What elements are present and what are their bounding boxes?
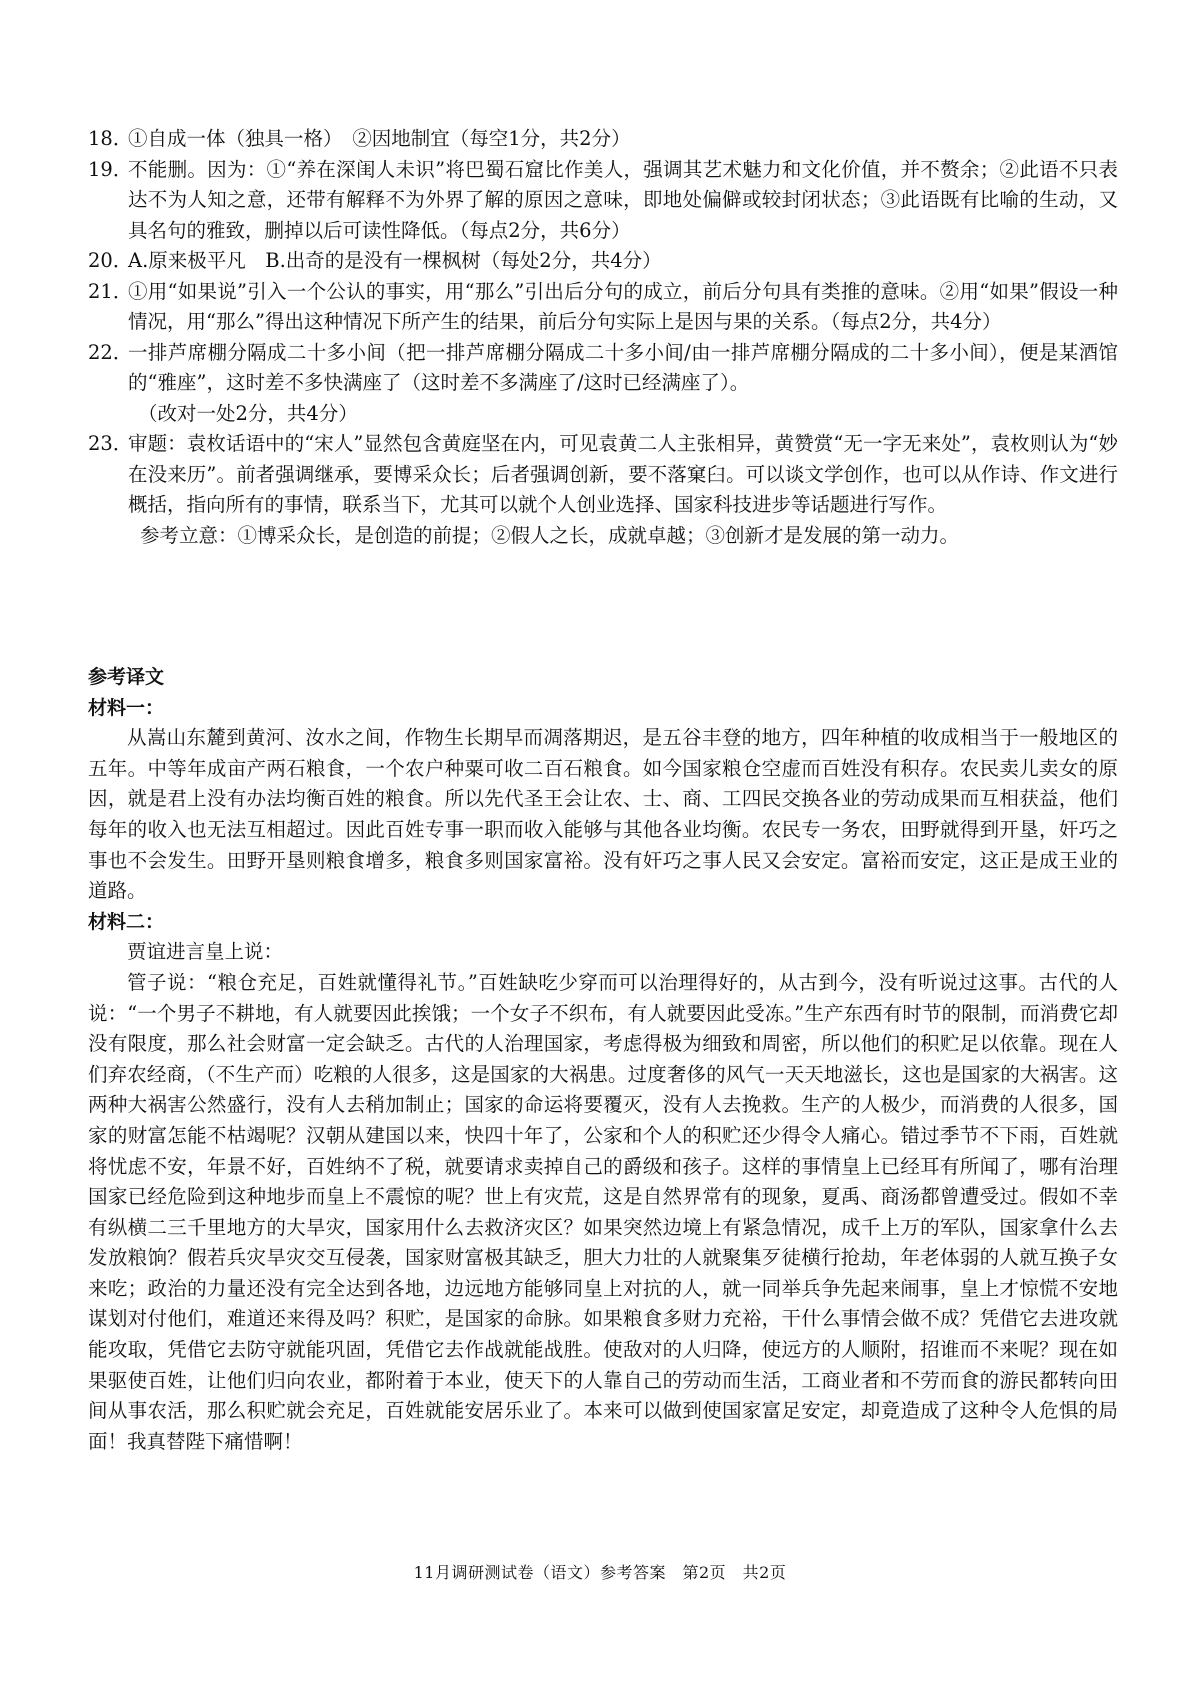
question-number: 19．: [88, 157, 133, 181]
question-number: 18．: [88, 127, 133, 150]
answer-text: 一排芦席棚分隔成二十多小间（把一排芦席棚分隔成二十多小间/由一排芦席棚分隔成的二十多小间），便是某酒馆的“雅座”，这时差不多快满座了（这时差不多满座了/这时已经满座了）。: [128, 340, 1118, 394]
page-footer: 11月调研测试卷（语文）参考答案 第2页 共2页: [413, 1563, 787, 1582]
answer-item-20: [88, 246, 1118, 277]
answers-section: [88, 124, 1118, 551]
reference-theme: 参考立意：①博采众长，是创造的前提；②假人之长，成就卓越；③创新才是发展的第一动力。: [140, 523, 960, 547]
question-number: 23．: [88, 432, 133, 455]
answer-item-21: [88, 277, 1118, 338]
answer-item-23: [88, 429, 1118, 551]
translation-heading: 参考译文: [88, 666, 165, 688]
question-number: 22．: [88, 340, 133, 364]
answer-item-22: [88, 338, 1118, 430]
answer-text: ①自成一体（独具一格） ②因地制宜（每空1分，共2分）: [128, 127, 631, 150]
answer-text: 审题：袁枚话语中的“宋人”显然包含黄庭坚在内，可见袁黄二人主张相异，黄赞赏“无一字无来处”，袁枚则认为“妙在没来历”。前者强调继承，要博采众长；后者强调创新，要不落窠臼。可以谈文学创作，也可以从作诗、作文进行概括，指向所有的事情，联系当下，尤其可以就个人创业选择、国家科技进步等话题进行写作。: [128, 432, 1118, 516]
translation-section: [88, 662, 1118, 1457]
material-two-label: 材料二：: [88, 910, 165, 933]
answer-text: 不能删。因为：①“养在深闺人未识”将巴蜀石窟比作美人，强调其艺术魅力和文化价值，并不赘余；②此语不只表达不为人知之意，还带有解释不为外界了解的原因之意味，即地处偏僻或较封闭状态；③此语既有比喻的生动，又具名句的雅致，删掉以后可读性降低。（每点2分，共6分）: [128, 157, 1118, 242]
question-number: 20．: [88, 249, 133, 272]
answer-item-19: [88, 155, 1118, 247]
question-number: 21．: [88, 279, 133, 303]
answer-text: ①用“如果说”引入一个公认的事实，用“那么”引出后分句的成立，前后分句具有类推的意味。②用“如果”假设一种情况，用“那么”得出这种情况下所产生的结果，前后分句实际上是因与果的关系。（每点2分，共4分）: [128, 279, 1118, 333]
material-one-label: 材料一：: [88, 696, 165, 719]
answer-body: [128, 429, 1118, 551]
scoring-note: （改对一处2分，共4分）: [138, 401, 358, 425]
material-two-text: 管子说：“粮仓充足，百姓就懂得礼节。”百姓缺吃少穿而可以治理得好的，从古到今，没有听说过这事。古代的人说：“一个男子不耕地，有人就要因此挨饿；一个女子不织布，有人就要因此受冻。”生产东西有时节的限制，而消费它却没有限度，那么社会财富一定会缺乏。古代的人治理国家，考虑得极为细致和周密，所以他们的积贮足以依靠。现在人们弃农经商，（不生产而）吃粮的人很多，这是国家的大祸患。过度奢侈的风气一天天地滋长，这也是国家的大祸害。这两种大祸害公然盛行，没有人去稍加制止；国家的命运将要覆灭，没有人去挽救。生产的人极少，而消费的人很多，国家的财富怎能不枯竭呢？汉朝从建国以来，快四十年了，公家和个人的积贮还少得令人痛心。错过季节不下雨，百姓就将忧虑不安，年景不好，百姓纳不了税，就要请求卖掉自己的爵级和孩子。这样的事情皇上已经耳有所闻了，哪有治理国家已经危险到这种地步而皇上不震惊的呢？世上有灾荒，这是自然界常有的现象，夏禹、商汤都曾遭受过。假如不幸有纵横二三千里地方的大旱灾，国家用什么去救济灾区？如果突然边境上有紧急情况，成千上万的军队，国家拿什么去发放粮饷？假若兵灾旱灾交互侵袭，国家财富极其缺乏，胆大力壮的人就聚集歹徒横行抢劫，年老体弱的人就互换子女来吃；政治的力量还没有完全达到各地，边远地方能够同皇上对抗的人，就一同举兵争先起来闹事，皇上才惊慌不安地谋划对付他们，难道还来得及吗？积贮，是国家的命脉。如果粮食多财力充裕，干什么事情会做不成？凭借它去进攻就能攻取，凭借它去防守就能巩固，凭借它去作战就能战胜。使敌对的人归降，使远方的人顺附，招谁而不来呢？现在如果驱使百姓，让他们归向农业，都附着于本业，使天下的人靠自己的劳动而生活，工商业者和不劳而食的游民都转向田间从事农活，那么积贮就会充足，百姓就能安居乐业了。本来可以做到使国家富足安定，却竟造成了这种令人危惧的局面！我真替陛下痛惜啊！: [88, 970, 1118, 1453]
answer-text: A.原来极平凡 B.出奇的是没有一棵枫树（每处2分，共4分）: [128, 249, 662, 272]
answer-item-18: [88, 124, 1118, 155]
answer-body: [128, 338, 1118, 430]
material-one-text: 从嵩山东麓到黄河、汝水之间，作物生长期早而凋落期迟，是五谷丰登的地方，四年种植的收成相当于一般地区的五年。中等年成亩产两石粮食，一个农户种粟可收二百石粮食。如今国家粮仓空虚而百姓没有积存。农民卖儿卖女的原因，就是君上没有办法均衡百姓的粮食。所以先代圣王会让农、士、商、工四民交换各业的劳动成果而互相获益，他们每年的收入也无法互相超过。因此百姓专事一职而收入能够与其他各业均衡。农民专一务农，田野就得到开垦，奸巧之事也不会发生。田野开垦则粮食增多，粮食多则国家富裕。没有奸巧之事人民又会安定。富裕而安定，这正是成王业的道路。: [88, 726, 1118, 903]
material-two-intro: 贾谊进言皇上说：: [127, 940, 284, 964]
